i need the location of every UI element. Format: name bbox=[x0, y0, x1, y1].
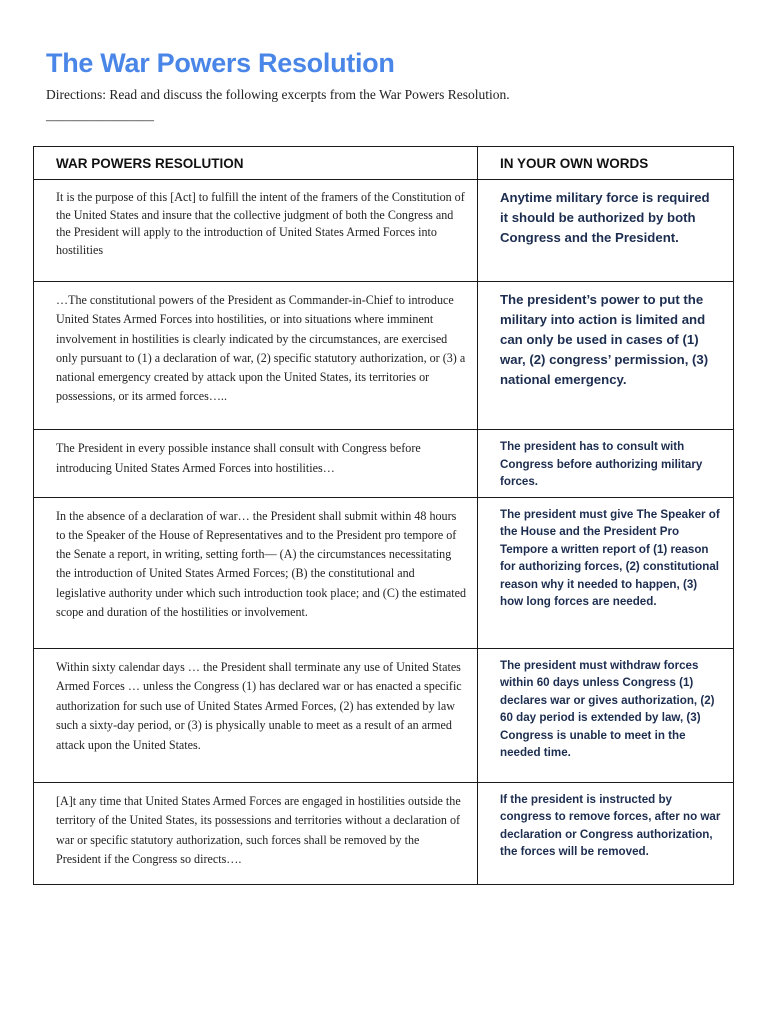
table-row bbox=[34, 282, 734, 430]
own-words-cell: Anytime military force is required it should be authorized by both Congress and the President. bbox=[478, 180, 734, 282]
excerpt-cell: The President in every possible instance shall consult with Congress before introducing United States Armed Forces into hostilities… bbox=[34, 430, 478, 498]
column-header-own-words: IN YOUR OWN WORDS bbox=[478, 147, 734, 180]
table-row bbox=[34, 648, 734, 782]
own-words-cell: The president must withdraw forces within 60 days unless Congress (1) declares war or gives authorization, (2) 60 day period is extended by law, (3) Congress is unable to meet in the needed time. bbox=[478, 648, 734, 782]
table-row bbox=[34, 497, 734, 648]
own-words-cell: The president must give The Speaker of the House and the President Pro Tempore a written report of (1) reason for authorizing forces, (2) constitutional reason why it needed to happen, (3) how long forces are needed. bbox=[478, 497, 734, 648]
own-words-cell: The president has to consult with Congress before authorizing military forces. bbox=[478, 430, 734, 498]
page-title: The War Powers Resolution bbox=[46, 48, 395, 78]
excerpt-cell: [A]t any time that United States Armed Forces are engaged in hostilities outside the territory of the United States, its possessions and territories without a declaration of war or specific statutory authorization, such forces shall be removed by the President if the Congress so directs…. bbox=[34, 782, 478, 884]
excerpt-cell: In the absence of a declaration of war… the President shall submit within 48 hours to the Speaker of the House of Representatives and to the President pro tempore of the Senate a report, in writing, setting forth— (A) the circumstances necessitating the introduction of United States Armed Forces; (B) the constitutional and legislative authority under which such introduction took place; and (C) the estimated scope and duration of the hostilities or involvement. bbox=[34, 497, 478, 648]
column-header-resolution: WAR POWERS RESOLUTION bbox=[34, 147, 478, 180]
own-words-cell: If the president is instructed by congress to remove forces, after no war declaration or Congress authorization, the forces will be removed. bbox=[478, 782, 734, 884]
table-header-row bbox=[34, 147, 734, 180]
directions-rule: ———————— bbox=[46, 112, 154, 127]
own-words-cell: The president’s power to put the military into action is limited and can only be used in cases of (1) war, (2) congress’ permission, (3) national emergency. bbox=[478, 282, 734, 430]
table-row bbox=[34, 782, 734, 884]
table-row bbox=[34, 430, 734, 498]
resolution-table bbox=[33, 146, 734, 885]
excerpt-cell: Within sixty calendar days … the President shall terminate any use of United States Armed Forces … unless the Congress (1) has declared war or has enacted a specific authorization for such use of United States Armed Forces, (2) has extended by law such a sixty-day period, or (3) is physically unable to meet as a result of an armed attack upon the United States. bbox=[34, 648, 478, 782]
table-row bbox=[34, 180, 734, 282]
excerpt-cell: …The constitutional powers of the President as Commander-in-Chief to introduce United States Armed Forces into hostilities, or into situations where imminent involvement in hostilities is clearly indicated by the circumstances, are exercised only pursuant to (1) a declaration of war, (2) specific statutory authorization, or (3) a national emergency created by attack upon the United States, its territories or possessions, or its armed forces….. bbox=[34, 282, 478, 430]
excerpt-cell: It is the purpose of this [Act] to fulfill the intent of the framers of the Constitution of the United States and insure that the collective judgment of both the Congress and the President will apply to the introduction of United States Armed Forces into hostilities bbox=[34, 180, 478, 282]
directions-text: Directions: Read and discuss the following excerpts from the War Powers Resolution. bbox=[46, 87, 510, 102]
